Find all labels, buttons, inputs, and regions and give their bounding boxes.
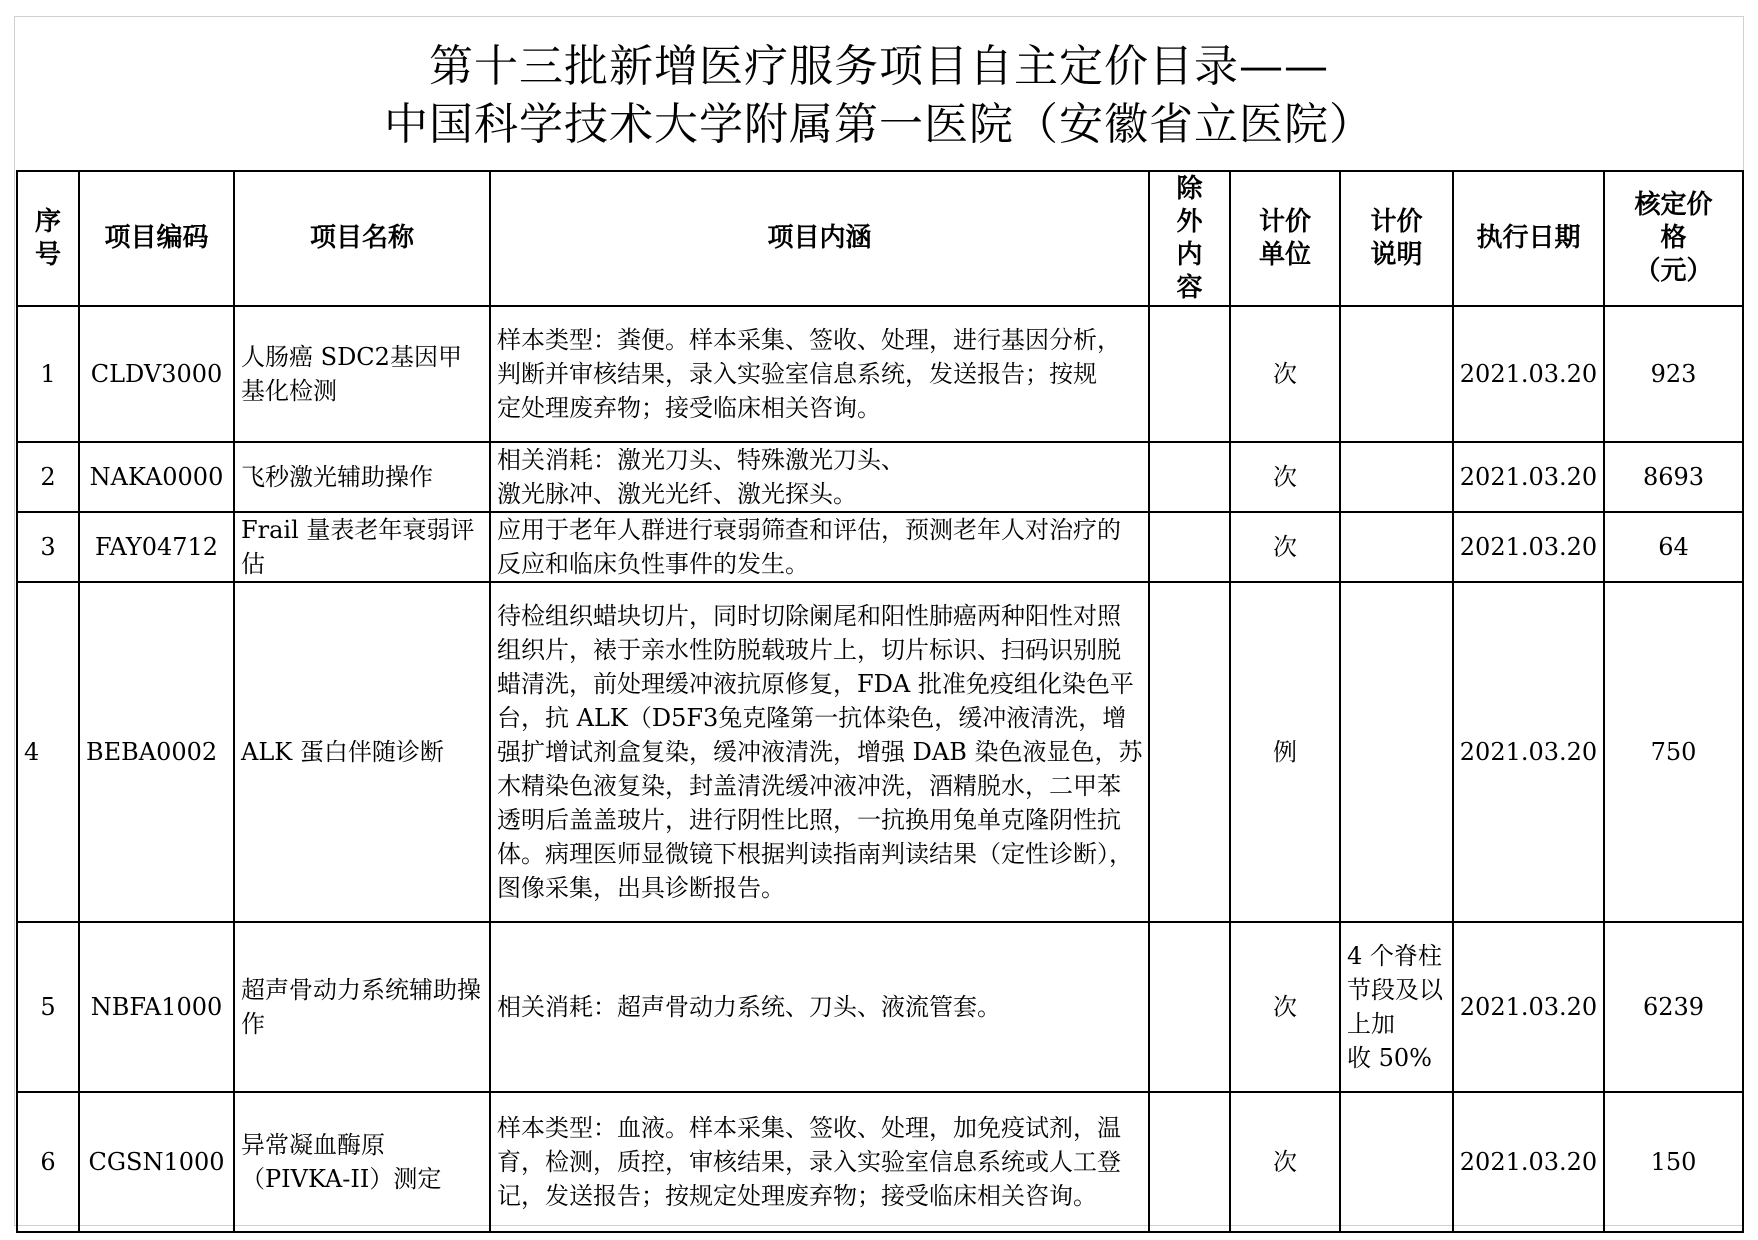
title-line-1: 第十三批新增医疗服务项目自主定价目录—— bbox=[429, 41, 1329, 92]
header-note: 计价说明 bbox=[1340, 171, 1453, 306]
cell-unit: 次 bbox=[1230, 306, 1340, 442]
table-row bbox=[17, 306, 1743, 442]
cell-price: 8693 bbox=[1604, 442, 1743, 512]
cell-unit: 例 bbox=[1230, 582, 1340, 922]
cell-name: ALK 蛋白伴随诊断 bbox=[234, 582, 490, 922]
cell-name: 超声骨动力系统辅助操作 bbox=[234, 922, 490, 1092]
cell-excluded bbox=[1149, 306, 1230, 442]
cell-excluded bbox=[1149, 512, 1230, 582]
cell-price: 923 bbox=[1604, 306, 1743, 442]
cell-content: 应用于老年人群进行衰弱筛查和评估，预测老年人对治疗的反应和临床负性事件的发生。 bbox=[490, 512, 1149, 582]
cell-note bbox=[1340, 582, 1453, 922]
header-content: 项目内涵 bbox=[490, 171, 1149, 306]
header-unit: 计价单位 bbox=[1230, 171, 1340, 306]
cell-date: 2021.03.20 bbox=[1453, 442, 1604, 512]
cell-date: 2021.03.20 bbox=[1453, 922, 1604, 1092]
cell-excluded bbox=[1149, 1092, 1230, 1232]
cell-date: 2021.03.20 bbox=[1453, 512, 1604, 582]
cell-seq: 1 bbox=[17, 306, 79, 442]
document-title bbox=[0, 38, 1758, 154]
cell-price: 64 bbox=[1604, 512, 1743, 582]
cell-unit: 次 bbox=[1230, 922, 1340, 1092]
cell-seq: 2 bbox=[17, 442, 79, 512]
cell-date: 2021.03.20 bbox=[1453, 306, 1604, 442]
header-seq: 序号 bbox=[17, 171, 79, 306]
cell-seq: 4 bbox=[17, 582, 79, 922]
cell-unit: 次 bbox=[1230, 442, 1340, 512]
cell-excluded bbox=[1149, 442, 1230, 512]
title-line-2: 中国科学技术大学附属第一医院（安徽省立医院） bbox=[384, 99, 1374, 150]
cell-price: 750 bbox=[1604, 582, 1743, 922]
cell-code: BEBA0002 bbox=[79, 582, 234, 922]
table-row bbox=[17, 512, 1743, 582]
cell-note bbox=[1340, 306, 1453, 442]
cell-price: 6239 bbox=[1604, 922, 1743, 1092]
cell-code: NBFA1000 bbox=[79, 922, 234, 1092]
header-price: 核定价格（元） bbox=[1604, 171, 1743, 306]
cell-content: 样本类型：粪便。样本采集、签收、处理，进行基因分析，判断并审核结果，录入实验室信息系统，发送报告；按规 定处理废弃物；接受临床相关咨询。 bbox=[490, 306, 1149, 442]
cell-content: 相关消耗：激光刀头、特殊激光刀头、 激光脉冲、激光光纤、激光探头。 bbox=[490, 442, 1149, 512]
cell-code: NAKA0000 bbox=[79, 442, 234, 512]
cell-name: 人肠癌 SDC2基因甲基化检测 bbox=[234, 306, 490, 442]
cell-excluded bbox=[1149, 582, 1230, 922]
cell-excluded bbox=[1149, 922, 1230, 1092]
cell-note bbox=[1340, 442, 1453, 512]
cell-unit: 次 bbox=[1230, 1092, 1340, 1232]
cell-name: 飞秒激光辅助操作 bbox=[234, 442, 490, 512]
cell-note bbox=[1340, 512, 1453, 582]
header-name: 项目名称 bbox=[234, 171, 490, 306]
cell-content: 相关消耗：超声骨动力系统、刀头、液流管套。 bbox=[490, 922, 1149, 1092]
cell-note: 4 个脊柱节段及以上加 收 50% bbox=[1340, 922, 1453, 1092]
cell-content: 样本类型：血液。样本采集、签收、处理，加免疫试剂，温育，检测，质控，审核结果，录入实验室信息系统或人工登记，发送报告；按规定处理废弃物；接受临床相关咨询。 bbox=[490, 1092, 1149, 1232]
table-row bbox=[17, 582, 1743, 922]
pricing-table bbox=[16, 170, 1744, 1233]
cell-unit: 次 bbox=[1230, 512, 1340, 582]
table-row bbox=[17, 922, 1743, 1092]
table-row bbox=[17, 1092, 1743, 1232]
cell-seq: 5 bbox=[17, 922, 79, 1092]
cell-date: 2021.03.20 bbox=[1453, 1092, 1604, 1232]
header-excluded: 除外内容 bbox=[1149, 171, 1230, 306]
header-date: 执行日期 bbox=[1453, 171, 1604, 306]
cell-date: 2021.03.20 bbox=[1453, 582, 1604, 922]
cell-note bbox=[1340, 1092, 1453, 1232]
cell-content: 待检组织蜡块切片，同时切除阑尾和阳性肺癌两种阳性对照组织片，裱于亲水性防脱载玻片上，切片标识、扫码识别脱蜡清洗，前处理缓冲液抗原修复，FDA 批准免疫组化染色平台，抗 ALK（D5F3兔克隆第一抗体染色，缓冲液清洗，增强扩增试剂盒复染，缓冲液清洗，增强 DAB 染色液显色，苏木精染色液复染，封盖清洗缓冲液冲洗，酒精脱水，二甲苯透明后盖盖玻片，进行阴性比照，一抗换用兔单克隆阴性抗体。病理医师显微镜下根据判读指南判读结果（定性诊断），图像采集，出具诊断报告。 bbox=[490, 582, 1149, 922]
table-row bbox=[17, 442, 1743, 512]
table-header-row bbox=[17, 171, 1743, 306]
cell-price: 150 bbox=[1604, 1092, 1743, 1232]
cell-code: CGSN1000 bbox=[79, 1092, 234, 1232]
header-code: 项目编码 bbox=[79, 171, 234, 306]
cell-name: 异常凝血酶原（PIVKA-II）测定 bbox=[234, 1092, 490, 1232]
cell-seq: 3 bbox=[17, 512, 79, 582]
cell-code: CLDV3000 bbox=[79, 306, 234, 442]
cell-seq: 6 bbox=[17, 1092, 79, 1232]
cell-name: Frail 量表老年衰弱评估 bbox=[234, 512, 490, 582]
cell-code: FAY04712 bbox=[79, 512, 234, 582]
